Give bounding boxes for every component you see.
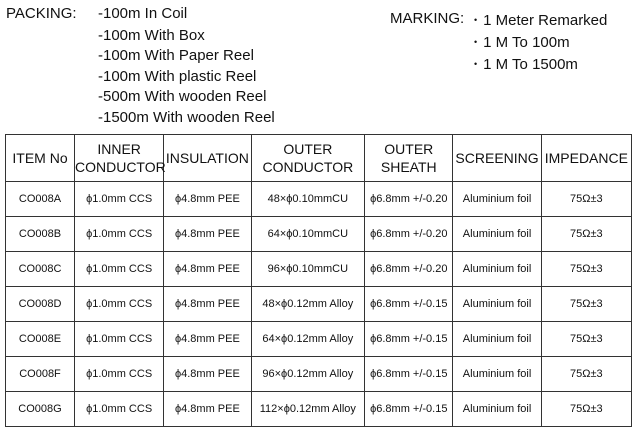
packing-item: -100m With Box — [98, 26, 205, 44]
cell-item-no: CO008F — [6, 357, 75, 392]
cell-inner-conductor: ϕ1.0mm CCS — [74, 252, 163, 287]
packing-label: PACKING: — [6, 5, 77, 22]
header-item-no: ITEM No — [6, 135, 75, 182]
table-row — [6, 182, 632, 217]
header-outer-sheath — [365, 135, 453, 182]
cell-item-no: CO008B — [6, 217, 75, 252]
spec-table — [5, 134, 632, 427]
marking-item — [474, 10, 607, 32]
cell-outer-conductor: 64×ϕ0.12mm Alloy — [251, 322, 365, 357]
cell-screening: Aluminium foil — [453, 217, 541, 252]
cell-inner-conductor: ϕ1.0mm CCS — [74, 322, 163, 357]
cell-outer-conductor: 64×ϕ0.10mmCU — [251, 217, 365, 252]
packing-item: -100m With Paper Reel — [98, 47, 254, 64]
cell-insulation: ϕ4.8mm PEE — [164, 182, 251, 217]
cell-inner-conductor: ϕ1.0mm CCS — [74, 287, 163, 322]
header-line: CONDUCTOR — [74, 159, 166, 175]
cell-screening: Aluminium foil — [453, 322, 541, 357]
cell-outer-sheath: ϕ6.8mm +/-0.15 — [365, 357, 453, 392]
packing-item: -100m In Coil — [98, 5, 188, 22]
header-screening: SCREENING — [453, 135, 541, 182]
marking-item — [474, 32, 607, 54]
header-line: CONDUCTOR — [262, 159, 354, 175]
packing-item: -100m With plastic Reel — [98, 67, 257, 85]
cell-screening: Aluminium foil — [453, 357, 541, 392]
cell-outer-sheath: ϕ6.8mm +/-0.20 — [365, 182, 453, 217]
cell-inner-conductor: ϕ1.0mm CCS — [74, 357, 163, 392]
header-line: INNER — [97, 141, 141, 157]
table-row — [6, 322, 632, 357]
marking-item-text: 1 M To 1500m — [483, 56, 578, 73]
table-body — [6, 182, 632, 427]
cell-insulation: ϕ4.8mm PEE — [164, 252, 251, 287]
header-line: SHEATH — [380, 159, 437, 175]
cell-impedance: 75Ω±3 — [541, 252, 631, 287]
header-line: OUTER — [283, 141, 333, 157]
packing-item: -1500m With wooden Reel — [98, 108, 275, 126]
header-insulation: INSULATION — [164, 135, 251, 182]
cell-item-no: CO008E — [6, 322, 75, 357]
cell-insulation: ϕ4.8mm PEE — [164, 287, 251, 322]
cell-screening: Aluminium foil — [453, 182, 541, 217]
cell-impedance: 75Ω±3 — [541, 182, 631, 217]
cell-screening: Aluminium foil — [453, 392, 541, 427]
header-outer-conductor — [251, 135, 365, 182]
cell-screening: Aluminium foil — [453, 252, 541, 287]
table-row — [6, 392, 632, 427]
cell-item-no: CO008C — [6, 252, 75, 287]
packing-list — [98, 5, 275, 128]
cell-outer-conductor: 96×ϕ0.10mmCU — [251, 252, 365, 287]
marking-item-text: 1 M To 100m — [483, 34, 570, 51]
cell-screening: Aluminium foil — [453, 287, 541, 322]
cell-outer-sheath: ϕ6.8mm +/-0.15 — [365, 287, 453, 322]
cell-insulation: ϕ4.8mm PEE — [164, 392, 251, 427]
table-row — [6, 217, 632, 252]
cell-item-no: CO008D — [6, 287, 75, 322]
cell-insulation: ϕ4.8mm PEE — [164, 322, 251, 357]
cell-impedance: 75Ω±3 — [541, 357, 631, 392]
header-inner-conductor — [74, 135, 166, 182]
cell-outer-conductor: 112×ϕ0.12mm Alloy — [251, 392, 365, 427]
cell-impedance: 75Ω±3 — [541, 392, 631, 427]
cell-inner-conductor: ϕ1.0mm CCS — [74, 392, 163, 427]
table-row — [6, 287, 632, 322]
cell-impedance: 75Ω±3 — [541, 217, 631, 252]
cell-item-no: CO008A — [6, 182, 75, 217]
cell-outer-sheath: ϕ6.8mm +/-0.20 — [365, 217, 453, 252]
marking-label: MARKING: — [390, 10, 465, 27]
table-row — [6, 357, 632, 392]
header-line: OUTER — [384, 141, 434, 157]
cell-outer-sheath: ϕ6.8mm +/-0.20 — [365, 252, 453, 287]
cell-outer-sheath: ϕ6.8mm +/-0.15 — [365, 322, 453, 357]
packing-item: -500m With wooden Reel — [98, 88, 267, 105]
cell-insulation: ϕ4.8mm PEE — [164, 217, 251, 252]
cell-insulation: ϕ4.8mm PEE — [164, 357, 251, 392]
header-impedance: IMPEDANCE — [541, 135, 631, 182]
table-row — [6, 252, 632, 287]
cell-impedance: 75Ω±3 — [541, 287, 631, 322]
cell-inner-conductor: ϕ1.0mm CCS — [74, 182, 163, 217]
marking-list — [474, 10, 607, 76]
cell-outer-conductor: 96×ϕ0.12mm Alloy — [251, 357, 365, 392]
cell-outer-sheath: ϕ6.8mm +/-0.15 — [365, 392, 453, 427]
cell-item-no: CO008G — [6, 392, 75, 427]
cell-outer-conductor: 48×ϕ0.10mmCU — [251, 182, 365, 217]
cell-impedance: 75Ω±3 — [541, 322, 631, 357]
cell-outer-conductor: 48×ϕ0.12mm Alloy — [251, 287, 365, 322]
marking-item — [474, 54, 607, 76]
table-header-row — [6, 135, 632, 182]
marking-item-text: 1 Meter Remarked — [483, 12, 608, 29]
cell-inner-conductor: ϕ1.0mm CCS — [74, 217, 163, 252]
